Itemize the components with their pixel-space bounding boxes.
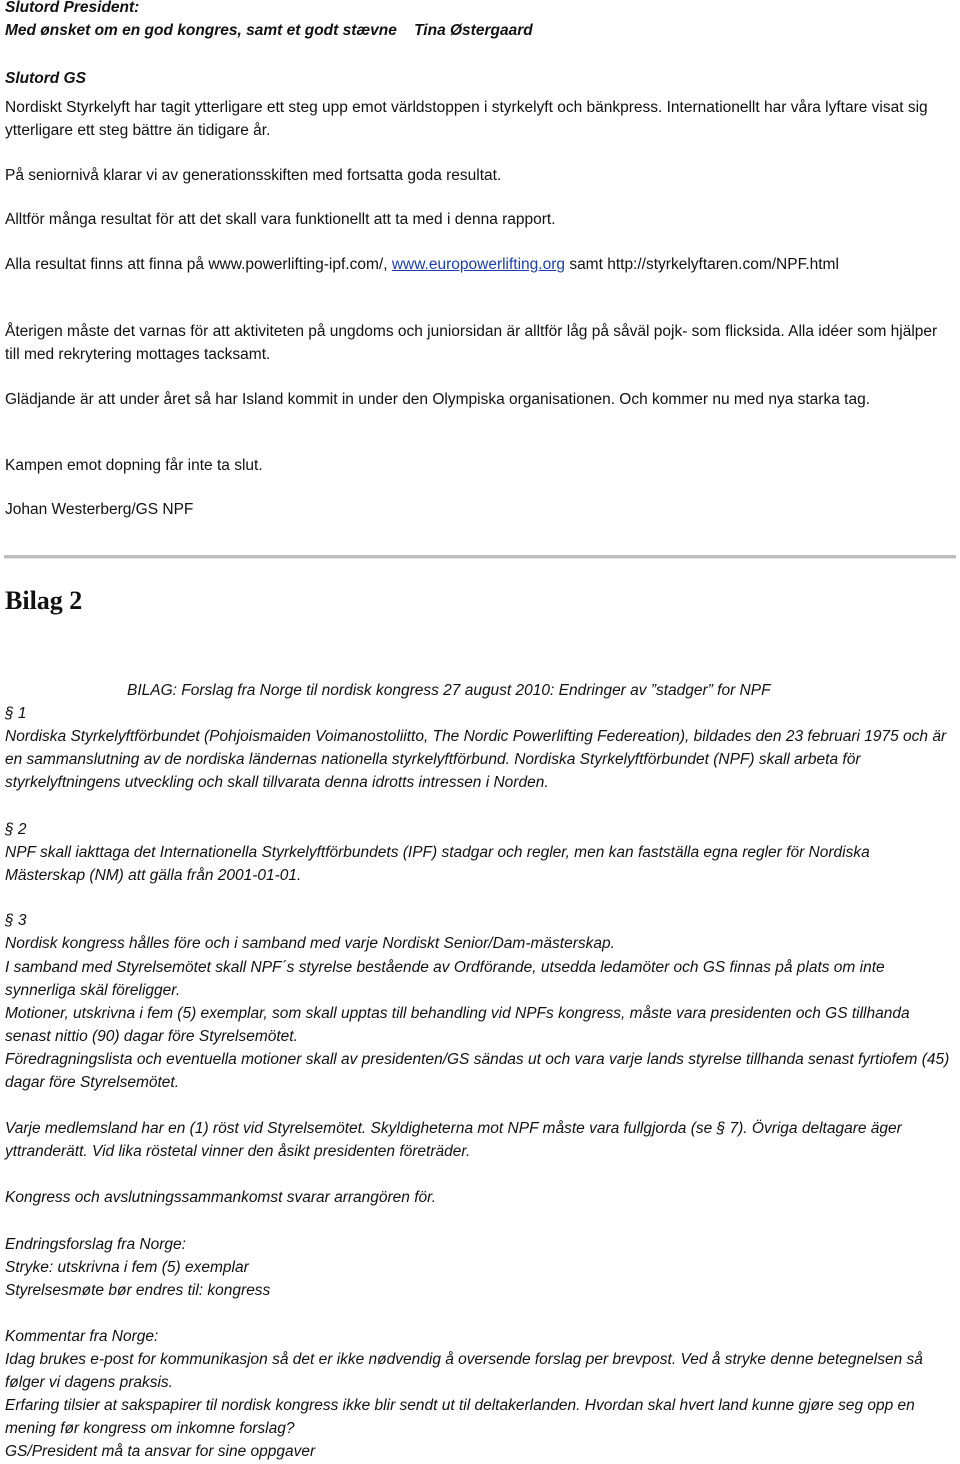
section-1-text: Nordiska Styrkelyftförbundet (Pohjoismaiden Voimanostoliitto, The Nordic Powerlifting Federeation), bildades den 23 februari 1975 och är en sammanslutning av de nordiska ländernas nationella styrkelyftförbund. Nordiska Styrkelyftförbundet (NPF) skall arbeta för styrkelyftningens utveckling och skall tillvarata denna idrotts intressen i Norden. xyxy=(5,728,947,791)
president-name: Tina Østergaard xyxy=(414,22,533,39)
bilag-heading: Bilag 2 xyxy=(5,586,83,615)
president-greeting-text: Med ønsket om en god kongres, samt et godt stævne xyxy=(5,22,397,39)
kommentar-line-1: Idag brukes e-post for kommunikasjon så det er ikke nødvendig å oversende forslag per brevpost. Ved å stryke denne betegnelsen så følger vi dagens praksis. xyxy=(5,1351,923,1391)
section-3-line-4: Föredragningslista och eventuella motioner skall av presidenten/GS sändas ut och vara varje lands styrelse tillhanda senast fyrtiofem (45) dagar före Styrelsemötet. xyxy=(5,1051,950,1091)
kommentar-heading: Kommentar fra Norge: xyxy=(5,1328,159,1345)
section-3-line-5: Varje medlemsland har en (1) röst vid Styrelsemötet. Skyldigheterna mot NPF måste vara fullgjorda (se § 7). Övriga deltagare äger yttranderätt. Vid lika röstetal vinner den åsikt presidenten företräder. xyxy=(5,1120,902,1160)
kommentar-line-3: GS/President må ta ansvar for sine oppgaver xyxy=(5,1443,316,1460)
gs-heading: Slutord GS xyxy=(5,70,86,87)
kommentar-line-2: Erfaring tilsier at sakspapirer til nordisk kongress ikke blir sendt ut til deltakerlanden. Hvordan skal hvert land kunne gjøre seg opp en mening før kongress om inkomne forslag? xyxy=(5,1397,915,1437)
bilag-title: BILAG: Forslag fra Norge til nordisk kongress 27 august 2010: Endringer av ”stadger” for NPF xyxy=(127,682,771,699)
gs-paragraph-6: Glädjande är att under året så har Island kommit in under den Olympiska organisationen. Och kommer nu med nya starka tag. xyxy=(5,391,870,408)
section-2-label: § 2 xyxy=(5,821,27,838)
gs-paragraph-1: Nordiskt Styrkelyft har tagit ytterligare ett steg upp emot världstoppen i styrkelyft och bänkpress. Internationellt har våra lyftare visat sig ytterligare ett steg bättre än tidigare år. xyxy=(5,99,928,139)
section-3-line-2: I samband med Styrelsemötet skall NPF´s styrelse bestående av Ordförande, utsedda ledamöter och GS finnas på plats om inte synnerliga skäl föreligger. xyxy=(5,959,885,999)
europowerlifting-link[interactable]: www.europowerlifting.org xyxy=(391,256,565,273)
section-3-line-6: Kongress och avslutningssammankomst svarar arrangören för. xyxy=(5,1189,437,1206)
results-text-suffix: samt http://styrkelyftaren.com/NPF.html xyxy=(569,256,839,273)
gs-signature: Johan Westerberg/GS NPF xyxy=(5,501,194,518)
endring-heading: Endringsforslag fra Norge: xyxy=(5,1236,186,1253)
endring-line-1: Stryke: utskrivna i fem (5) exemplar xyxy=(5,1259,249,1276)
section-divider xyxy=(4,555,956,559)
section-1-label: § 1 xyxy=(5,705,27,722)
gs-paragraph-7: Kampen emot dopning får inte ta slut. xyxy=(5,457,263,474)
results-text-prefix: Alla resultat finns att finna på www.powerlifting-ipf.com/, xyxy=(5,256,388,273)
section-2-text: NPF skall iakttaga det Internationella Styrkelyftförbundets (IPF) stadgar och regler, men kan fastställa egna regler för Nordiska Mästerskap (NM) att gälla från 2001-01-01. xyxy=(5,844,870,884)
president-heading: Slutord President: xyxy=(5,0,140,16)
gs-paragraph-4 xyxy=(5,253,952,276)
section-3-line-1: Nordisk kongress hålles före och i samband med varje Nordiskt Senior/Dam-mästerskap. xyxy=(5,935,615,952)
section-3-line-3: Motioner, utskrivna i fem (5) exemplar, som skall upptas till behandling vid NPFs kongress, måste vara presidenten och GS tillhanda senast nittio (90) dagar före Styrelsemötet. xyxy=(5,1005,910,1045)
gs-paragraph-5: Återigen måste det varnas för att aktiviteten på ungdoms och juniorsidan är alltför låg på såväl pojk- som flicksida. Alla idéer som hjälper till med rekrytering mottages tacksamt. xyxy=(5,323,938,363)
endring-line-2: Styrelsesmøte bør endres til: kongress xyxy=(5,1282,271,1299)
gs-paragraph-2: På seniornivå klarar vi av generationsskiften med fortsatta goda resultat. xyxy=(5,167,502,184)
president-greeting xyxy=(5,19,952,42)
gs-paragraph-3: Alltför många resultat för att det skall vara funktionellt att ta med i denna rapport. xyxy=(5,211,556,228)
section-3-label: § 3 xyxy=(5,912,27,929)
